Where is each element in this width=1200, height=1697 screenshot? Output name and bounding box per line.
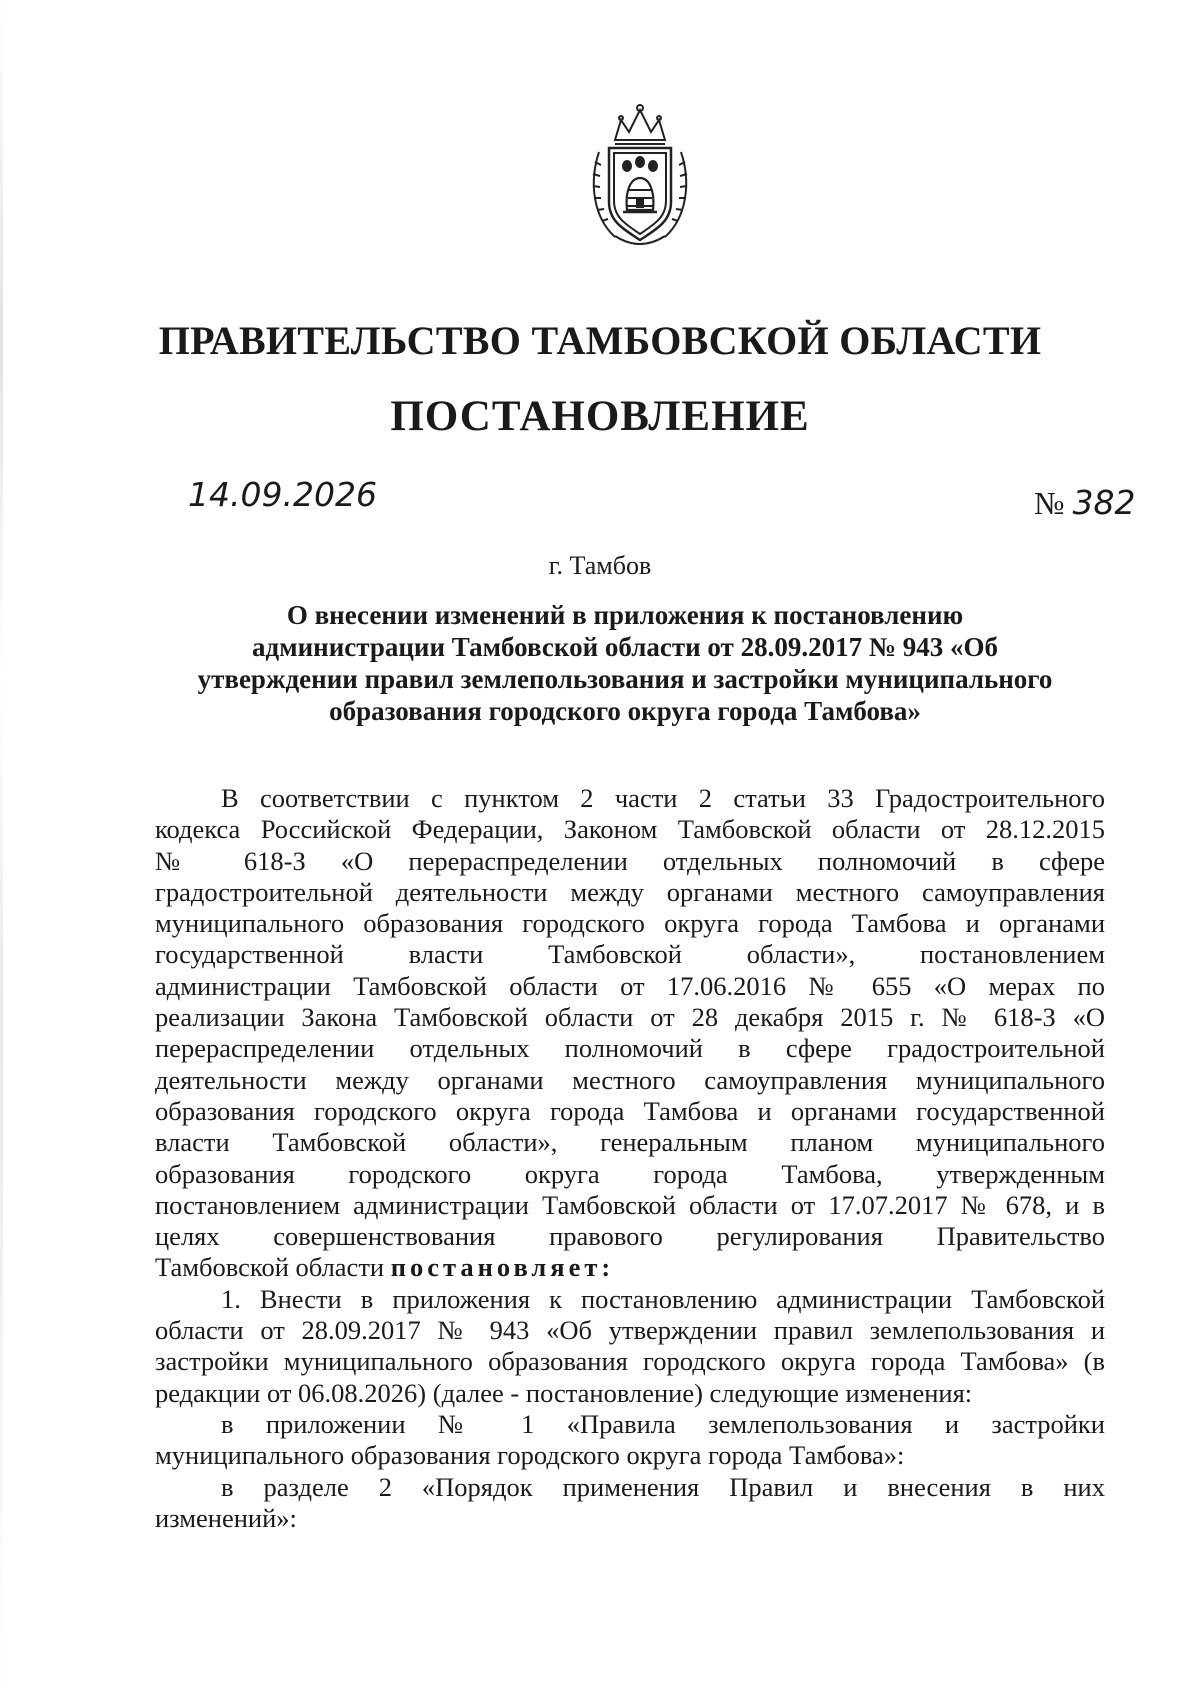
body-line: № 618-З «О перераспределении отдельных полномочий в сфере: [155, 845, 1105, 876]
coat-of-arms-emblem: [585, 102, 695, 252]
body-line: муниципального образования городского округа города Тамбова и органами: [155, 908, 1105, 939]
resolves-word: постановляет:: [390, 1252, 615, 1283]
body-line: образования городского округа города Тамбова и органами государственной: [155, 1095, 1105, 1126]
body-line: целях совершенствования правового регулирования Правительство: [155, 1221, 1105, 1252]
body-line: муниципального образования городского округа города Тамбова»:: [155, 1440, 905, 1471]
number-value: 382: [1072, 483, 1136, 522]
government-name: ПРАВИТЕЛЬСТВО ТАМБОВСКОЙ ОБЛАСТИ: [158, 318, 1042, 363]
document-title: [150, 599, 1100, 727]
title-line: администрации Тамбовской области от 28.09.2017 № 943 «Об: [252, 632, 998, 662]
body-line: кодекса Российской Федерации, Законом Тамбовской области от 28.12.2015: [155, 814, 1105, 845]
body-line: В соответствии с пунктом 2 части 2 статьи 33 Градостроительного: [221, 783, 1105, 813]
body-line: редакции от 06.08.2026) (далее - постановление) следующие изменения:: [155, 1377, 973, 1408]
body-line: перераспределении отдельных полномочий в сфере градостроительной: [155, 1033, 1105, 1064]
body-line: [155, 1252, 1105, 1283]
body-line: изменений»:: [155, 1502, 297, 1533]
title-line: образования городского округа города Тамбова»: [329, 696, 921, 726]
body-line: 1. Внести в приложения к постановлению администрации Тамбовской: [221, 1283, 1105, 1314]
body-line: власти Тамбовской области», генеральным планом муниципального: [155, 1127, 1105, 1158]
document-date: 14.09.2026: [188, 475, 377, 514]
title-line: утверждении правил землепользования и застройки муниципального: [197, 664, 1053, 694]
body-line: градостроительной деятельности между органами местного самоуправления: [155, 876, 1105, 907]
body-line: постановлением администрации Тамбовской области от 17.07.2017 № 678, и в: [155, 1189, 1105, 1220]
body-line: области от 28.09.2017 № 943 «Об утверждении правил землепользования и: [155, 1315, 1105, 1346]
body-line: реализации Закона Тамбовской области от 28 декабря 2015 г. № 618-З «О: [155, 1002, 1105, 1033]
title-line: О внесении изменений в приложения к постановлению: [286, 600, 964, 630]
body-line: в приложении № 1 «Правила землепользования и застройки: [221, 1408, 1105, 1439]
body-line: застройки муниципального образования городского округа города Тамбова» (в: [155, 1346, 1105, 1377]
scan-edge: [0, 0, 3, 1697]
body-line-start: Тамбовской области: [155, 1252, 385, 1283]
body-text: [155, 783, 1105, 1534]
number-label: №: [1034, 485, 1065, 521]
body-line: государственной власти Тамбовской области», постановлением: [155, 939, 1105, 970]
document-number: [1034, 483, 1136, 522]
body-line: в разделе 2 «Порядок применения Правил и внесения в них: [221, 1471, 1105, 1502]
body-line: администрации Тамбовской области от 17.06.2016 № 655 «О мерах по: [155, 970, 1105, 1001]
city: г. Тамбов: [548, 551, 652, 580]
document-type: ПОСТАНОВЛЕНИЕ: [390, 393, 810, 440]
body-line: деятельности между органами местного самоуправления муниципального: [155, 1064, 1105, 1095]
body-line: образования городского округа города Тамбова, утвержденным: [155, 1158, 1105, 1189]
